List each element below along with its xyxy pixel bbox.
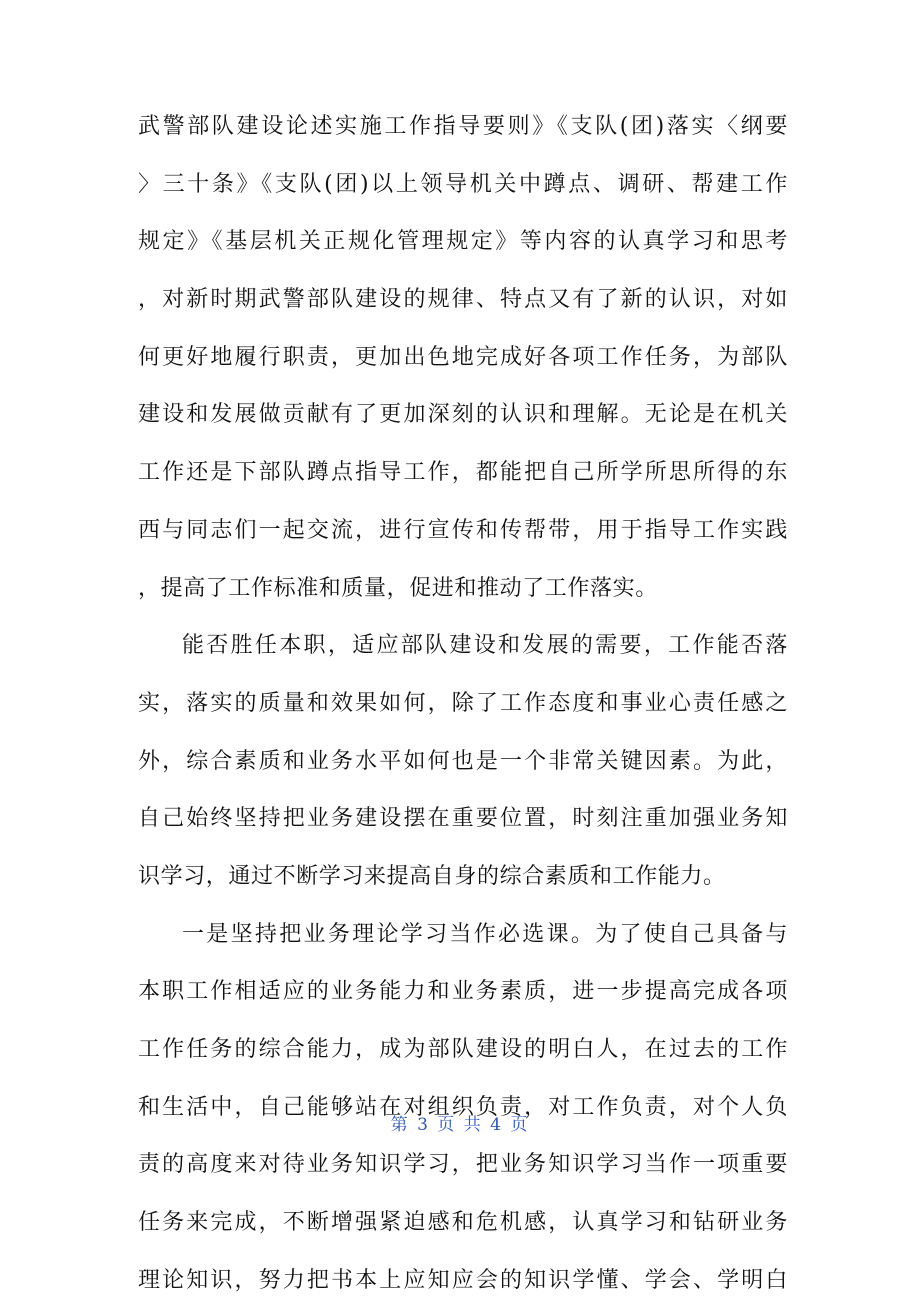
body-line: 识学习，通过不断学习来提高自身的综合素质和工作能力。: [138, 863, 726, 889]
body-line: 理论知识，努力把书本上应知应会的知识学懂、学会、学明白: [138, 1267, 788, 1293]
body-line: 和生活中，自己能够站在对组织负责，对工作负责，对个人负: [138, 1094, 788, 1120]
body-line: 何更好地履行职责，更加出色地完成好各项工作任务，为部队: [138, 344, 788, 370]
body-line: 实，落实的质量和效果如何，除了工作态度和事业心责任感之: [138, 690, 788, 716]
body-line: 〉三十条》《支队(团)以上领导机关中蹲点、调研、帮建工作: [138, 171, 788, 197]
body-line: 自己始终坚持把业务建设摆在重要位置，时刻注重加强业务知: [138, 806, 788, 832]
body-line: 规定》《基层机关正规化管理规定》等内容的认真学习和思考: [138, 229, 788, 255]
body-line: 工作任务的综合能力，成为部队建设的明白人，在过去的工作: [138, 1037, 788, 1062]
body-line: ，提高了工作标准和质量，促进和推动了工作落实。: [138, 575, 658, 601]
page-number-footer: 第 3 页 共 4 页: [390, 1115, 530, 1135]
body-line: 责的高度来对待业务知识学习，把业务知识学习当作一项重要: [138, 1152, 788, 1178]
body-line: 武警部队建设论述实施工作指导要则》《支队(团)落实〈纲要: [138, 114, 788, 139]
body-line: 本职工作相适应的业务能力和业务素质，进一步提高完成各项: [138, 979, 788, 1005]
body-line: 外，综合素质和业务水平如何也是一个非常关键因素。为此，: [138, 748, 788, 774]
body-line: 工作还是下部队蹲点指导工作，都能把自己所学所思所得的东: [138, 460, 788, 486]
body-line: 西与同志们一起交流，进行宣传和传帮带，用于指导工作实践: [138, 517, 788, 543]
body-line: 建设和发展做贡献有了更加深刻的认识和理解。无论是在机关: [138, 402, 788, 428]
body-line: 能否胜任本职，适应部队建设和发展的需要，工作能否落: [182, 633, 788, 659]
body-line: 任务来完成，不断增强紧迫感和危机感，认真学习和钻研业务: [138, 1210, 788, 1236]
body-line: 一是坚持把业务理论学习当作必选课。为了使自己具备与: [182, 921, 788, 947]
body-line: ，对新时期武警部队建设的规律、特点又有了新的认识，对如: [138, 287, 788, 313]
